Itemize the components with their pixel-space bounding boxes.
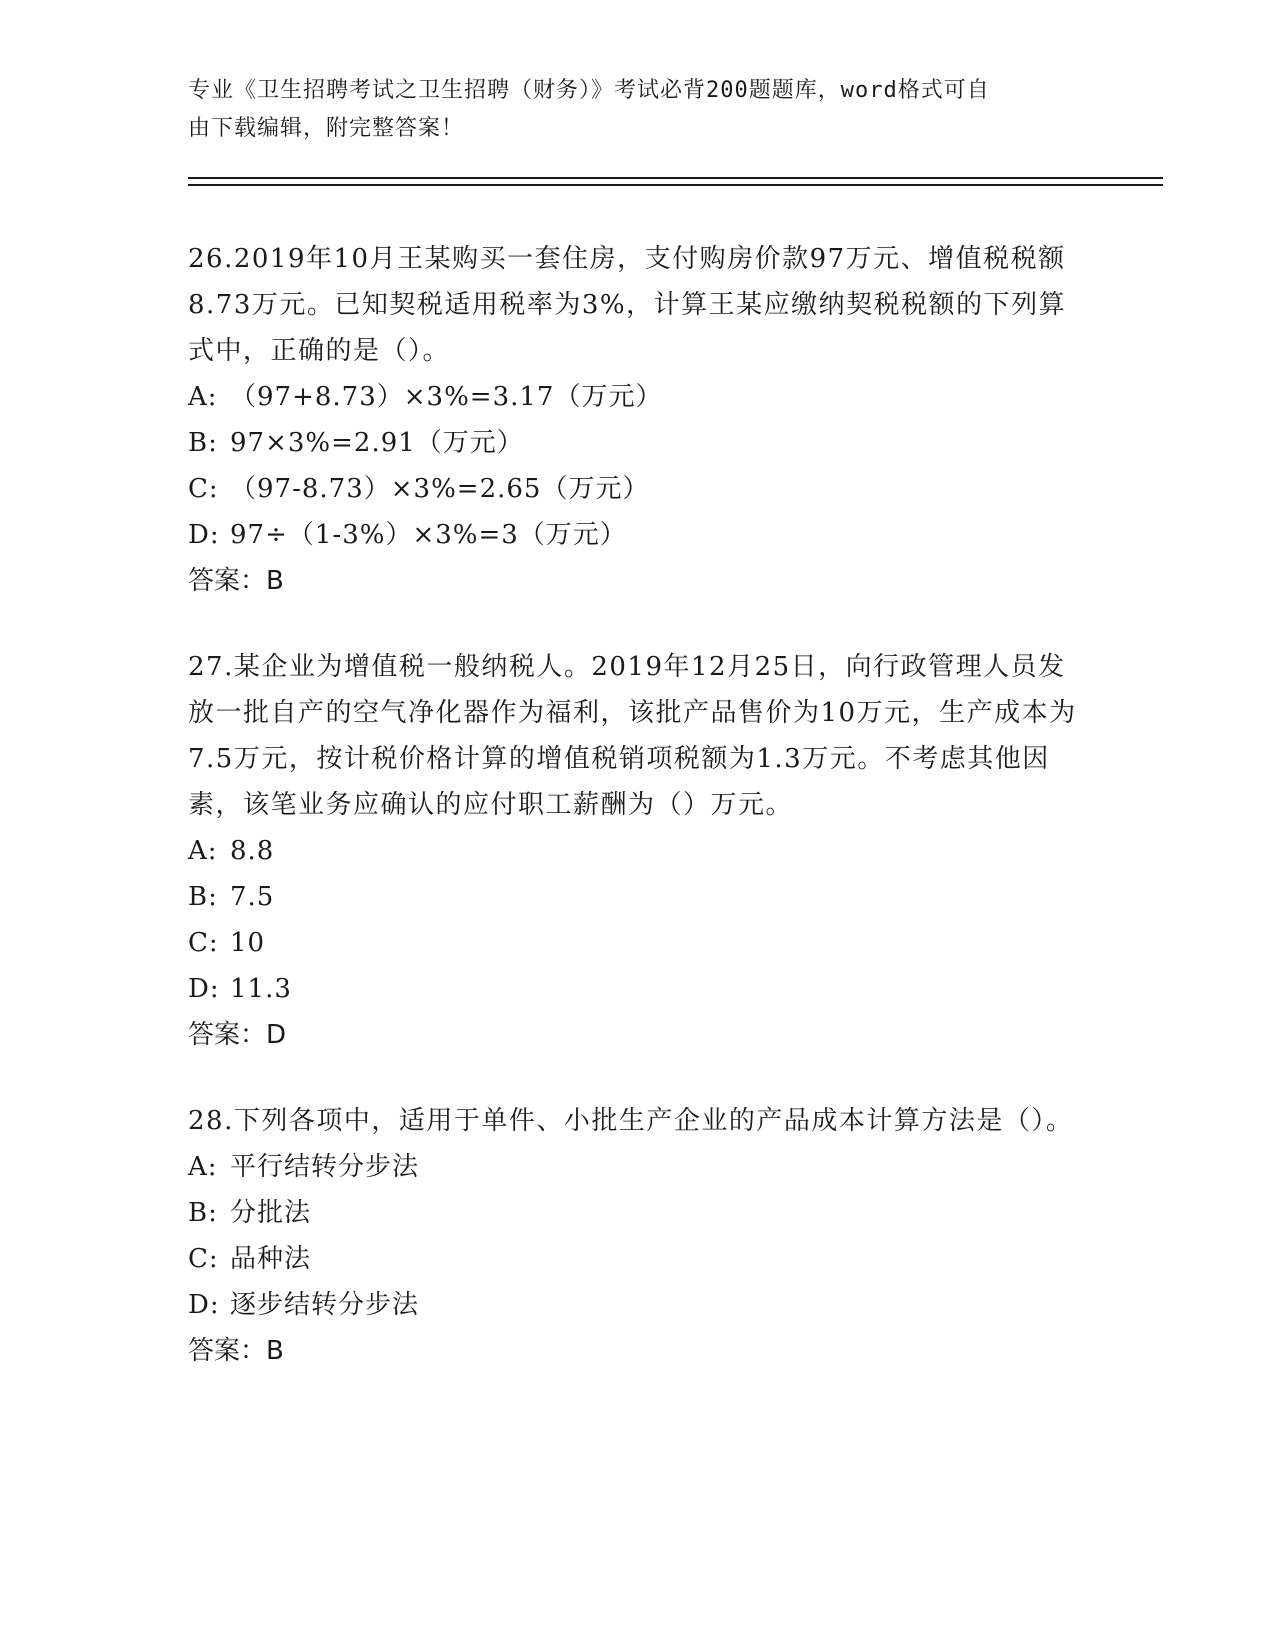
option-c xyxy=(188,466,1088,512)
option-letter: B: xyxy=(188,1198,218,1228)
option-c xyxy=(188,1236,1088,1282)
option-d xyxy=(188,966,1088,1012)
option-text: 分批法 xyxy=(230,1198,312,1228)
option-text: 逐步结转分步法 xyxy=(230,1290,420,1320)
question-26 xyxy=(188,236,1088,604)
option-a xyxy=(188,374,1088,420)
answer-line: 答案：B xyxy=(188,1336,284,1366)
option-letter: D: xyxy=(188,1290,220,1320)
answer-line: 答案：B xyxy=(188,566,284,596)
question-28 xyxy=(188,1098,1088,1374)
option-d xyxy=(188,1282,1088,1328)
option-text: 11.3 xyxy=(230,974,292,1004)
option-letter: B: xyxy=(188,428,218,458)
option-letter: C: xyxy=(188,1244,219,1274)
header-line-1: 专业《卫生招聘考试之卫生招聘（财务）》考试必背200题题库，word格式可自 xyxy=(188,78,990,103)
option-letter: C: xyxy=(188,474,219,504)
option-text: （97-8.73）×3%=2.65（万元） xyxy=(230,474,650,504)
option-text: （97+8.73）×3%=3.17（万元） xyxy=(230,382,663,412)
option-letter: B: xyxy=(188,882,218,912)
option-d xyxy=(188,512,1088,558)
header-divider-bottom xyxy=(188,184,1163,186)
option-letter: C: xyxy=(188,928,219,958)
option-text: 97÷（1-3%）×3%=3（万元） xyxy=(230,520,627,550)
option-text: 平行结转分步法 xyxy=(230,1152,420,1182)
question-list xyxy=(188,236,1088,1414)
header-divider-top xyxy=(188,177,1163,179)
option-letter: D: xyxy=(188,520,220,550)
option-letter: A: xyxy=(188,1152,218,1182)
question-stem: 28.下列各项中，适用于单件、小批生产企业的产品成本计算方法是（）。 xyxy=(188,1106,1074,1136)
option-letter: D: xyxy=(188,974,220,1004)
option-b xyxy=(188,420,1088,466)
question-stem: 27.某企业为增值税一般纳税人。2019年12月25日，向行政管理人员发放一批自产的空气净化器作为福利，该批产品售价为10万元，生产成本为7.5万元，按计税价格计算的增值税销项税额为1.3万元。不考虑其他因素，该笔业务应确认的应付职工薪酬为（）万元。 xyxy=(188,652,1077,820)
answer-line: 答案：D xyxy=(188,1020,287,1050)
option-text: 10 xyxy=(230,928,266,958)
option-text: 7.5 xyxy=(230,882,275,912)
question-stem: 26.2019年10月王某购买一套住房，支付购房价款97万元、增值税税额8.73万元。已知契税适用税率为3%，计算王某应缴纳契税税额的下列算式中，正确的是（）。 xyxy=(188,244,1067,366)
option-letter: A: xyxy=(188,382,218,412)
option-c xyxy=(188,920,1088,966)
option-text: 品种法 xyxy=(230,1244,312,1274)
option-a xyxy=(188,1144,1088,1190)
option-letter: A: xyxy=(188,836,218,866)
question-27 xyxy=(188,644,1088,1058)
option-b xyxy=(188,1190,1088,1236)
option-text: 97×3%=2.91（万元） xyxy=(230,428,524,458)
option-b xyxy=(188,874,1088,920)
document-header xyxy=(188,72,1068,148)
header-line-2: 由下载编辑，附完整答案！ xyxy=(188,116,465,141)
option-a xyxy=(188,828,1088,874)
option-text: 8.8 xyxy=(230,836,275,866)
